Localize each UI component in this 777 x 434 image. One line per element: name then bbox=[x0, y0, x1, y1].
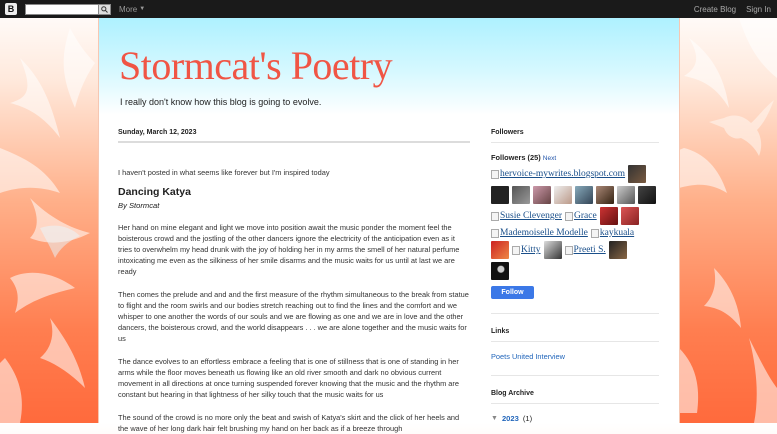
follower-avatar[interactable] bbox=[575, 186, 593, 204]
followers-grid bbox=[491, 165, 659, 183]
follower-avatar[interactable] bbox=[638, 186, 656, 204]
follower-avatar[interactable] bbox=[544, 241, 562, 259]
post-title[interactable]: Dancing Katya bbox=[118, 186, 191, 198]
post-date: Sunday, March 12, 2023 bbox=[118, 129, 470, 143]
more-menu[interactable] bbox=[119, 5, 145, 14]
follower-name: Kitty bbox=[521, 245, 541, 255]
follower-name: Preeti S. bbox=[573, 245, 606, 255]
search-button[interactable] bbox=[98, 5, 110, 14]
follower-name: Grace bbox=[574, 211, 597, 221]
follower-link[interactable] bbox=[565, 211, 597, 221]
follower-link[interactable] bbox=[565, 245, 606, 255]
follow-button[interactable]: Follow bbox=[491, 286, 534, 299]
followers-heading: Followers bbox=[491, 129, 659, 143]
follower-link[interactable] bbox=[491, 228, 588, 238]
followers-grid bbox=[491, 228, 659, 238]
follower-avatar[interactable] bbox=[617, 186, 635, 204]
archive-count: (1) bbox=[522, 414, 533, 423]
followers-grid bbox=[491, 241, 659, 259]
blog-title[interactable]: Stormcat's Poetry bbox=[119, 43, 393, 88]
left-foliage-decoration bbox=[0, 18, 98, 423]
blogger-logo-icon[interactable]: B bbox=[5, 3, 17, 15]
post-paragraph: Then comes the prelude and and and the first measure of the rhythm simultaneous to the break from statue to flight and the room swirls and our bodies stretch reaching out to find the lines and the comfort and we whisper to one another the words of our souls and we are flowing as one and we are in love and the other dancers, the boisterous crowd, and the world disappears . . . we are alone together and the music waits for us bbox=[118, 290, 469, 343]
archive-year-row[interactable] bbox=[491, 414, 659, 423]
post-paragraph: Her hand on mine elegant and light we move into position await the music ponder the moment feel the boisterous crowd and the jostling of the other dancers ignore the electricity of the anticipation even as it tries to overwhelm my head drunk with the joy of holding her in my arms the smell of her natural perfume intoxicating me even as the silkiness of her smile disarms and the music waits for us until at last we are ready bbox=[118, 223, 460, 276]
blog-description: I really don't know how this blog is going to evolve. bbox=[120, 97, 322, 107]
broken-image-icon bbox=[491, 170, 499, 179]
follower-avatar[interactable] bbox=[491, 262, 509, 280]
archive-heading: Blog Archive bbox=[491, 390, 659, 404]
followers-grid bbox=[491, 186, 659, 204]
broken-image-icon bbox=[591, 229, 599, 238]
triangle-down-icon[interactable]: ▼ bbox=[491, 415, 498, 422]
followers-next-link[interactable]: Next bbox=[542, 155, 557, 162]
follower-avatar[interactable] bbox=[628, 165, 646, 183]
links-heading: Links bbox=[491, 328, 659, 342]
blog-container bbox=[98, 18, 680, 433]
follower-avatar[interactable] bbox=[533, 186, 551, 204]
broken-image-icon bbox=[491, 212, 499, 221]
caret-down-icon: ▼ bbox=[139, 6, 146, 12]
follower-avatar[interactable] bbox=[621, 207, 639, 225]
broken-image-icon bbox=[491, 229, 499, 238]
search-input[interactable] bbox=[25, 4, 111, 15]
more-label: More bbox=[119, 4, 138, 14]
post-paragraph: The sound of the crowd is no more only the beat and swish of Katya's skirt and the click of her heels and the wave of her long dark hair felt brushing my hand on her back as if a breeze through bbox=[118, 413, 460, 433]
followers-grid bbox=[491, 207, 659, 225]
followers-grid bbox=[491, 262, 659, 280]
follower-link[interactable] bbox=[512, 245, 541, 255]
follower-name: Mademoiselle Modelle bbox=[500, 228, 588, 238]
post-paragraph: The dance evolves to an effortless embrace a feeling that is one of stillness that is one of standing in her arms while the floor moves beneath us flowing like an old river smooth and dark no obvious current movement in all directions at once turning suspended forever knowing that the music and the rhythm are constant but hearing in that lightness of her silky touch that the music waits for us bbox=[118, 357, 459, 399]
follower-link[interactable] bbox=[591, 228, 634, 238]
followers-count bbox=[491, 153, 659, 162]
links-section bbox=[491, 313, 659, 361]
broken-image-icon bbox=[565, 212, 573, 221]
follower-name: Susie Clevenger bbox=[500, 211, 563, 221]
follower-link[interactable] bbox=[491, 169, 625, 179]
blog-archive-section bbox=[491, 375, 659, 423]
follower-name: kaykuala bbox=[599, 228, 635, 238]
link-poets-united-interview[interactable]: Poets United Interview bbox=[491, 352, 565, 361]
post-column bbox=[118, 129, 470, 434]
follower-avatar[interactable] bbox=[596, 186, 614, 204]
follower-avatar[interactable] bbox=[491, 241, 509, 259]
blogger-navbar bbox=[0, 0, 777, 18]
hummingbird-silhouette bbox=[709, 100, 774, 156]
archive-year[interactable]: 2023 bbox=[501, 414, 519, 423]
post-byline: By Stormcat bbox=[118, 201, 160, 210]
followers-count-label: Followers (25) bbox=[491, 153, 541, 162]
broken-image-icon bbox=[512, 246, 520, 255]
follower-name: hervoice-mywrites.blogspot.com bbox=[500, 169, 626, 179]
post-intro: I haven't posted in what seems like forever but I'm inspired today bbox=[118, 168, 330, 177]
follower-avatar[interactable] bbox=[554, 186, 572, 204]
sign-in-link[interactable]: Sign In bbox=[746, 4, 771, 14]
follower-avatar[interactable] bbox=[491, 186, 509, 204]
follower-link[interactable] bbox=[491, 211, 562, 221]
follower-avatar[interactable] bbox=[600, 207, 618, 225]
blog-header bbox=[99, 18, 679, 115]
follower-avatar[interactable] bbox=[609, 241, 627, 259]
right-foliage-decoration bbox=[679, 18, 777, 423]
follower-avatar[interactable] bbox=[512, 186, 530, 204]
create-blog-link[interactable]: Create Blog bbox=[693, 4, 737, 14]
broken-image-icon bbox=[565, 246, 573, 255]
sidebar bbox=[491, 129, 659, 423]
search-icon bbox=[101, 6, 108, 13]
